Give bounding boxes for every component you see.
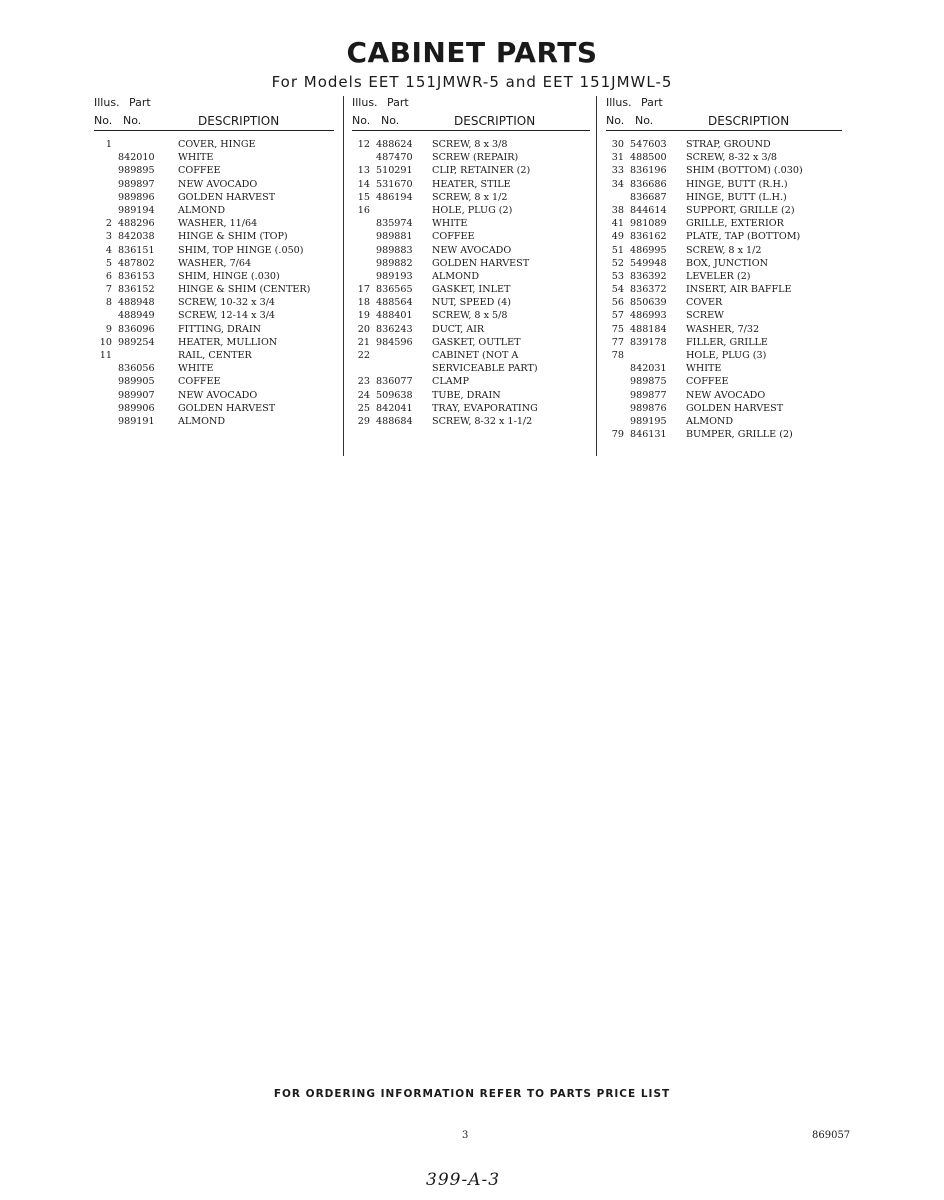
illus-number: 23 — [357, 376, 370, 388]
part-description: DUCT, AIR — [432, 323, 485, 335]
part-number: 836196 — [630, 165, 667, 177]
part-number: 836056 — [118, 363, 155, 375]
part-number: 836243 — [376, 323, 413, 335]
parts-column-3 — [606, 94, 842, 441]
part-header: Part — [129, 96, 151, 109]
part-number: 836392 — [630, 270, 667, 282]
part-number: 989193 — [376, 270, 413, 282]
part-row — [94, 151, 334, 164]
part-number: 486194 — [376, 191, 413, 203]
part-row — [352, 375, 590, 388]
part-number: 842041 — [376, 402, 413, 414]
part-row — [94, 244, 334, 257]
part-description: HINGE & SHIM (TOP) — [178, 231, 288, 243]
page-title: CABINET PARTS — [346, 36, 598, 69]
part-row — [606, 244, 842, 257]
part-description: NEW AVOCADO — [432, 244, 512, 256]
part-number: 488949 — [118, 310, 155, 322]
part-description: SCREW, 8 x 1/2 — [432, 191, 508, 203]
part-description: WASHER, 7/64 — [178, 257, 252, 269]
part-row — [606, 230, 842, 243]
part-row — [352, 323, 590, 336]
part-row — [94, 415, 334, 428]
part-row — [606, 428, 842, 441]
illus-number: 2 — [105, 218, 112, 230]
part-row — [352, 349, 590, 362]
part-description: SHIM (BOTTOM) (.030) — [686, 165, 803, 177]
part-row — [94, 164, 334, 177]
part-number: 989876 — [630, 402, 667, 414]
part-description: FITTING, DRAIN — [178, 323, 262, 335]
illus-number: 1 — [105, 139, 112, 150]
part-description: COFFEE — [178, 376, 221, 388]
part-number: 836162 — [630, 231, 667, 243]
part-number: 488948 — [118, 297, 155, 309]
parts-column-2 — [352, 94, 590, 428]
part-row — [606, 336, 842, 349]
part-description: SCREW, 8 x 5/8 — [432, 310, 508, 322]
illus-number: 6 — [105, 270, 112, 282]
column-divider — [596, 96, 597, 456]
part-number: 989877 — [630, 389, 667, 401]
part-description: BUMPER, GRILLE (2) — [686, 429, 793, 441]
part-number: 989191 — [118, 415, 155, 427]
part-description: TUBE, DRAIN — [432, 389, 501, 401]
part-number: 984596 — [376, 336, 413, 348]
part-row — [94, 296, 334, 309]
part-description: LEVELER (2) — [686, 270, 751, 282]
part-no-header: No. — [635, 114, 654, 127]
part-row — [94, 204, 334, 217]
part-number: 846131 — [630, 429, 667, 441]
part-row — [352, 336, 590, 349]
illus-number: 34 — [611, 178, 624, 190]
illus-number: 75 — [611, 323, 624, 335]
part-row — [606, 151, 842, 164]
part-description: SUPPORT, GRILLE (2) — [686, 204, 795, 216]
part-description: SCREW, 12-14 x 3/4 — [178, 310, 276, 322]
part-description: SERVICEABLE PART) — [432, 363, 538, 375]
part-number: 549948 — [630, 257, 667, 269]
part-description: CLIP, RETAINER (2) — [432, 165, 531, 177]
part-number: 989906 — [118, 402, 155, 414]
illus-number: 11 — [99, 350, 112, 361]
part-description: HOLE, PLUG (2) — [432, 204, 513, 216]
illus-number: 78 — [611, 350, 624, 361]
part-row — [94, 283, 334, 296]
illus-number: 33 — [611, 165, 624, 177]
illus-number: 3 — [105, 231, 112, 243]
part-row — [606, 402, 842, 415]
part-number: 836151 — [118, 244, 155, 256]
illus-number: 51 — [611, 244, 624, 256]
illus-number: 14 — [357, 178, 370, 190]
part-row — [94, 375, 334, 388]
part-row — [606, 257, 842, 270]
part-description: COFFEE — [178, 165, 221, 177]
part-description: INSERT, AIR BAFFLE — [686, 284, 792, 296]
part-description: GASKET, OUTLET — [432, 336, 521, 348]
part-row — [94, 138, 334, 151]
part-row — [606, 415, 842, 428]
part-row — [606, 217, 842, 230]
part-row — [606, 270, 842, 283]
part-description: GOLDEN HARVEST — [686, 402, 784, 414]
part-description: TRAY, EVAPORATING — [432, 402, 538, 414]
part-row — [606, 389, 842, 402]
part-row — [606, 362, 842, 375]
part-number: 487470 — [376, 152, 413, 164]
part-row — [94, 230, 334, 243]
part-number: 488401 — [376, 310, 413, 322]
part-description: ALMOND — [178, 204, 226, 216]
illus-number: 21 — [357, 336, 370, 348]
part-row — [352, 217, 590, 230]
part-number: 488184 — [630, 323, 667, 335]
part-description: COVER, HINGE — [178, 139, 256, 150]
part-number: 836152 — [118, 284, 155, 296]
illus-number: 5 — [105, 257, 112, 269]
part-description: SCREW, 8 x 1/2 — [686, 244, 762, 256]
part-description: STRAP, GROUND — [686, 139, 771, 150]
part-row — [94, 257, 334, 270]
part-row — [352, 230, 590, 243]
part-number: 486993 — [630, 310, 667, 322]
illus-number: 24 — [357, 389, 370, 401]
illus-number: 52 — [611, 257, 624, 269]
part-number: 989883 — [376, 244, 413, 256]
illus-number: 25 — [357, 402, 370, 414]
part-description: FILLER, GRILLE — [686, 336, 768, 348]
models-subtitle: For Models EET 151JMWR-5 and EET 151JMWL-5 — [271, 73, 673, 91]
illus-number: 15 — [357, 191, 370, 203]
part-row — [352, 138, 590, 151]
part-description: COFFEE — [432, 231, 475, 243]
part-description: GOLDEN HARVEST — [178, 191, 276, 203]
parts-list — [94, 138, 334, 428]
part-description: CLAMP — [432, 376, 469, 388]
part-row — [352, 402, 590, 415]
part-row — [94, 336, 334, 349]
column-divider — [343, 96, 344, 456]
part-row — [352, 296, 590, 309]
part-description: GASKET, INLET — [432, 284, 511, 296]
illus-header: Illus. — [606, 96, 632, 109]
part-description: ALMOND — [178, 415, 226, 427]
part-number: 836565 — [376, 284, 413, 296]
illus-number: 49 — [611, 231, 624, 243]
illus-number: 4 — [105, 244, 112, 256]
part-row — [606, 138, 842, 151]
part-row — [94, 309, 334, 322]
column-header — [606, 94, 842, 131]
part-number: 836077 — [376, 376, 413, 388]
part-row — [352, 389, 590, 402]
part-number: 844614 — [630, 204, 667, 216]
part-row — [94, 402, 334, 415]
part-description: SHIM, HINGE (.030) — [178, 270, 280, 282]
part-number: 835974 — [376, 218, 413, 230]
part-number: 836686 — [630, 178, 667, 190]
part-description: SCREW, 8 x 3/8 — [432, 139, 508, 150]
part-description: SCREW, 8-32 x 3/8 — [686, 152, 777, 164]
part-description: COFFEE — [686, 376, 729, 388]
part-description: RAIL, CENTER — [178, 350, 252, 361]
part-number: 839178 — [630, 336, 667, 348]
part-description: HEATER, STILE — [432, 178, 511, 190]
part-number: 509638 — [376, 389, 413, 401]
column-header — [94, 94, 334, 131]
illus-number: 57 — [611, 310, 624, 322]
part-number: 836372 — [630, 284, 667, 296]
parts-list — [352, 138, 590, 428]
part-description: NEW AVOCADO — [178, 389, 258, 401]
part-description: NUT, SPEED (4) — [432, 297, 511, 309]
part-number: 989896 — [118, 191, 155, 203]
part-number: 989907 — [118, 389, 155, 401]
part-description: ALMOND — [432, 270, 480, 282]
part-number: 836096 — [118, 323, 155, 335]
part-number: 842010 — [118, 152, 155, 164]
illus-number: 38 — [611, 204, 624, 216]
part-description: GOLDEN HARVEST — [178, 402, 276, 414]
part-row — [352, 244, 590, 257]
description-header: DESCRIPTION — [454, 114, 536, 128]
part-number: 510291 — [376, 165, 413, 177]
part-no-header: No. — [123, 114, 142, 127]
part-number: 488500 — [630, 152, 667, 164]
part-row — [94, 191, 334, 204]
part-number: 989881 — [376, 231, 413, 243]
part-row — [94, 178, 334, 191]
part-header: Part — [387, 96, 409, 109]
part-row — [606, 191, 842, 204]
illus-number: 20 — [357, 323, 370, 335]
illus-number: 10 — [99, 336, 112, 348]
illus-number: 18 — [357, 297, 370, 309]
part-number: 842031 — [630, 363, 667, 375]
part-row — [352, 283, 590, 296]
part-row — [352, 309, 590, 322]
part-description: BOX, JUNCTION — [686, 257, 768, 269]
part-number: 989905 — [118, 376, 155, 388]
part-row — [606, 283, 842, 296]
handwritten-annotation: 399-A-3 — [426, 1170, 501, 1190]
part-description: WHITE — [432, 218, 468, 230]
part-number: 836687 — [630, 191, 667, 203]
part-description: NEW AVOCADO — [686, 389, 766, 401]
part-description: SCREW (REPAIR) — [432, 152, 519, 164]
part-description: HOLE, PLUG (3) — [686, 350, 767, 361]
part-row — [94, 217, 334, 230]
illus-number: 17 — [357, 284, 370, 296]
column-header — [352, 94, 590, 131]
part-row — [94, 323, 334, 336]
part-description: WHITE — [178, 363, 214, 375]
parts-column-1 — [94, 94, 334, 428]
description-header: DESCRIPTION — [708, 114, 790, 128]
illus-number: 22 — [357, 350, 370, 361]
illus-number: 29 — [357, 415, 370, 427]
illus-number: 7 — [105, 284, 112, 296]
part-row — [606, 164, 842, 177]
part-row — [352, 191, 590, 204]
part-description: ALMOND — [686, 415, 734, 427]
part-number: 989897 — [118, 178, 155, 190]
part-row — [94, 270, 334, 283]
illus-number: 9 — [105, 323, 112, 335]
part-description: HINGE & SHIM (CENTER) — [178, 284, 311, 296]
part-description: SHIM, TOP HINGE (.050) — [178, 244, 304, 256]
illus-number: 41 — [611, 218, 624, 230]
illus-number: 13 — [357, 165, 370, 177]
part-description: SCREW, 8-32 x 1-1/2 — [432, 415, 533, 427]
part-row — [352, 151, 590, 164]
part-description: CABINET (NOT A — [432, 350, 519, 361]
part-number: 488296 — [118, 218, 155, 230]
ordering-info-note: FOR ORDERING INFORMATION REFER TO PARTS PRICE LIST — [273, 1088, 671, 1100]
part-number: 836153 — [118, 270, 155, 282]
part-description: WASHER, 7/32 — [686, 323, 760, 335]
part-description: WHITE — [178, 152, 214, 164]
document-code: 869057 — [812, 1130, 851, 1141]
part-row — [352, 204, 590, 217]
part-number: 989254 — [118, 336, 155, 348]
part-number: 531670 — [376, 178, 413, 190]
part-row — [606, 375, 842, 388]
illus-no-header: No. — [352, 114, 371, 127]
illus-number: 79 — [611, 429, 624, 441]
illus-number: 56 — [611, 297, 624, 309]
part-number: 981089 — [630, 218, 667, 230]
part-row — [352, 257, 590, 270]
illus-number: 19 — [357, 310, 370, 322]
part-number: 850639 — [630, 297, 667, 309]
illus-number: 30 — [611, 139, 624, 150]
part-row — [94, 362, 334, 375]
part-number: 486995 — [630, 244, 667, 256]
part-row — [352, 362, 590, 375]
parts-list — [606, 138, 842, 441]
part-number: 488684 — [376, 415, 413, 427]
part-number: 842038 — [118, 231, 155, 243]
part-row — [606, 178, 842, 191]
part-number: 547603 — [630, 139, 667, 150]
illus-no-header: No. — [94, 114, 113, 127]
illus-number: 31 — [611, 152, 624, 164]
part-row — [94, 389, 334, 402]
description-header: DESCRIPTION — [198, 114, 280, 128]
part-description: COVER — [686, 297, 723, 309]
part-row — [606, 204, 842, 217]
part-description: GOLDEN HARVEST — [432, 257, 530, 269]
illus-no-header: No. — [606, 114, 625, 127]
illus-header: Illus. — [94, 96, 120, 109]
part-number: 989194 — [118, 204, 155, 216]
illus-number: 54 — [611, 284, 624, 296]
illus-number: 12 — [357, 139, 370, 150]
part-no-header: No. — [381, 114, 400, 127]
part-number: 989875 — [630, 376, 667, 388]
part-row — [606, 323, 842, 336]
part-row — [606, 349, 842, 362]
part-description: HINGE, BUTT (R.H.) — [686, 178, 788, 190]
part-number: 989882 — [376, 257, 413, 269]
part-description: WASHER, 11/64 — [178, 218, 258, 230]
illus-number: 53 — [611, 270, 624, 282]
illus-number: 77 — [611, 336, 624, 348]
part-header: Part — [641, 96, 663, 109]
part-description: WHITE — [686, 363, 722, 375]
part-row — [352, 270, 590, 283]
part-row — [606, 309, 842, 322]
part-description: SCREW, 10-32 x 3/4 — [178, 297, 276, 309]
part-description: SCREW — [686, 310, 725, 322]
illus-number: 16 — [357, 204, 370, 216]
part-description: PLATE, TAP (BOTTOM) — [686, 231, 801, 243]
part-row — [352, 415, 590, 428]
part-row — [352, 164, 590, 177]
part-number: 487802 — [118, 257, 155, 269]
part-description: GRILLE, EXTERIOR — [686, 218, 784, 230]
illus-number: 8 — [105, 297, 112, 309]
page-number: 3 — [462, 1130, 469, 1141]
part-description: HEATER, MULLION — [178, 336, 278, 348]
part-number: 989895 — [118, 165, 155, 177]
part-row — [606, 296, 842, 309]
part-description: NEW AVOCADO — [178, 178, 258, 190]
part-number: 989195 — [630, 415, 667, 427]
part-row — [352, 178, 590, 191]
illus-header: Illus. — [352, 96, 378, 109]
part-description: HINGE, BUTT (L.H.) — [686, 191, 787, 203]
part-number: 488624 — [376, 139, 413, 150]
part-number: 488564 — [376, 297, 413, 309]
part-row — [94, 349, 334, 362]
